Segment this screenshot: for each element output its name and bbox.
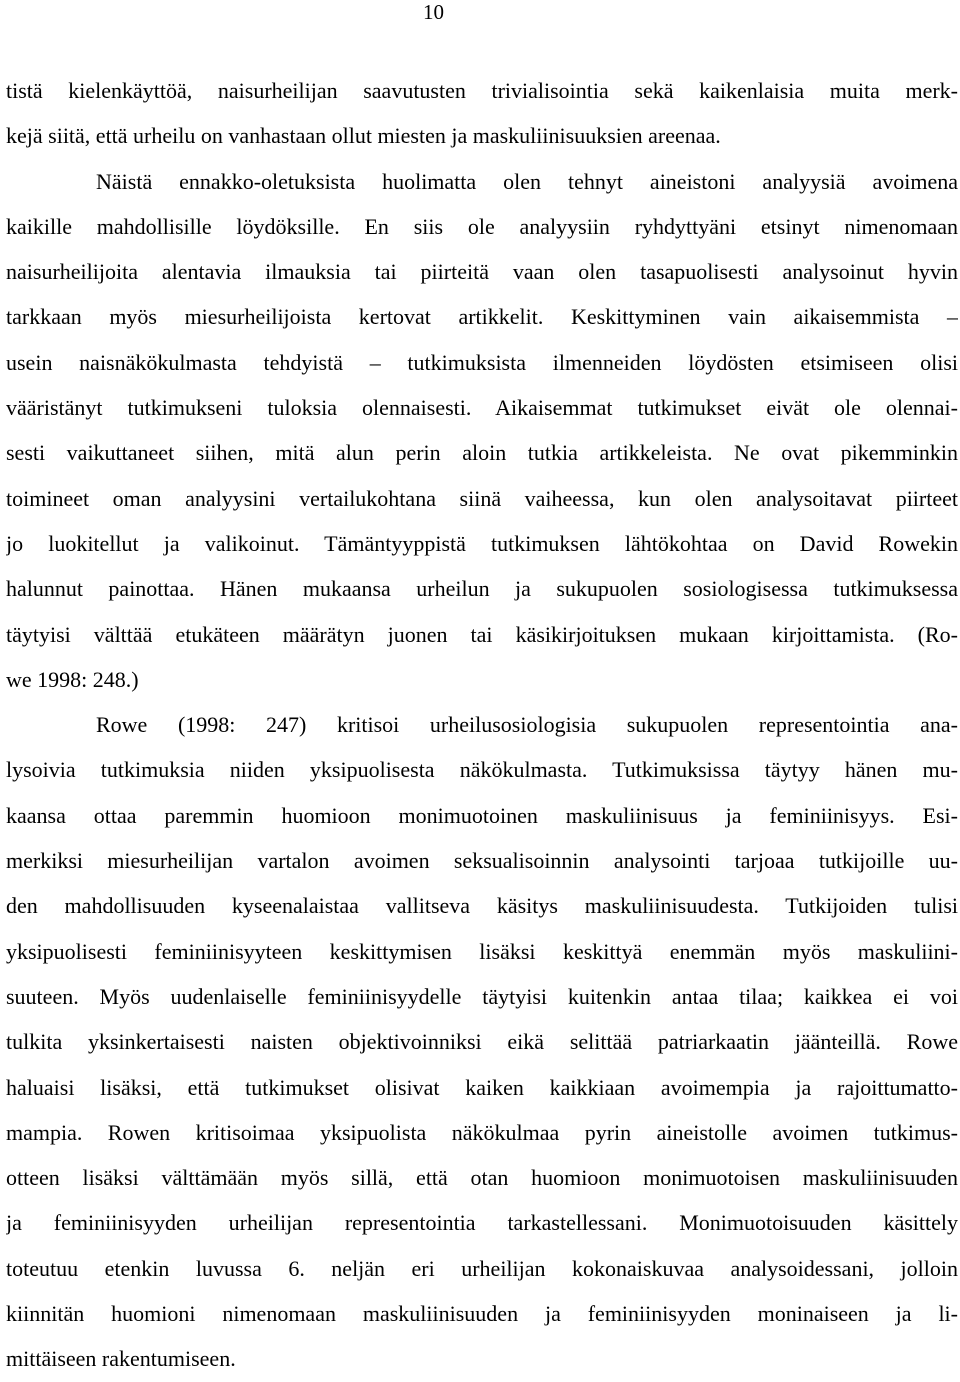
text-line: jo luokitellut ja valikoinut. Tämäntyyppistä tutkimuksen lähtökohtaa on David Rowekin [6, 530, 958, 556]
text-line: merkiksi miesurheilijan vartalon avoimen seksualisoinnin analysointi tarjoaa tutkijoille uu- [6, 848, 958, 874]
text-line: haluaisi lisäksi, että tutkimukset olisivat kaiken kaikkiaan avoimempia ja rajoittumatto- [6, 1074, 958, 1100]
text-line: tistä kielenkäyttöä, naisurheilijan saavutusten trivialisointia sekä kaikenlaisia muita merk- [6, 78, 958, 103]
text-line: ja feminiinisyyden urheilijan representointia tarkastellessani. Monimuotoisuuden käsittely [6, 1210, 958, 1236]
text-line: sesti vaikuttaneet siihen, mitä alun perin aloin tutkia artikkeleista. Ne ovat pikemminkin [6, 440, 958, 466]
text-line: kaansa ottaa paremmin huomioon monimuotoinen maskuliinisuus ja feminiinisyys. Esi- [6, 802, 958, 828]
text-line: we 1998: 248.) [6, 666, 139, 692]
text-line: toteutuu etenkin luvussa 6. neljän eri urheilijan kokonaiskuvaa analysoidessani, jolloin [6, 1255, 958, 1281]
text-line: lysoivia tutkimuksia niiden yksipuolisesta näkökulmasta. Tutkimuksissa täytyy hänen mu- [6, 757, 958, 783]
text-line: täytyisi välttää etukäteen määrätyn juonen tai käsikirjoituksen mukaan kirjoittamista. (Ro- [6, 621, 958, 647]
text-line: kiinnitän huomioni nimenomaan maskuliinisuuden ja feminiinisyyden moninaiseen ja li- [6, 1301, 958, 1327]
text-line: tulkita yksinkertaisesti naisten objektivoinniksi eikä selittää patriarkaatin jäänteillä. Rowe [6, 1029, 958, 1055]
page-number: 10 [423, 0, 444, 24]
text-line: otteen lisäksi välttämään myös sillä, että otan huomioon monimuotoisen maskuliinisuuden [6, 1165, 958, 1191]
text-line: kaikille mahdollisille löydöksille. En siis ole analyysiin ryhdyttyäni etsinyt nimenomaan [6, 213, 958, 239]
text-line: tarkkaan myös miesurheilijoista kertovat artikkelit. Keskittyminen vain aikaisemmista – [6, 304, 958, 330]
text-line: mittäiseen rakentumiseen. [6, 1346, 236, 1372]
body-text [6, 68, 958, 1382]
text-line: vääristänyt tutkimukseni tuloksia olennaisesti. Aikaisemmat tutkimukset eivät ole olennai- [6, 395, 958, 421]
text-line: usein naisnäkökulmasta tehdyistä – tutkimuksista ilmenneiden löydösten etsimiseen olisi [6, 349, 958, 375]
text-line: halunnut painottaa. Hänen mukaansa urheilun ja sukupuolen sosiologisessa tutkimuksessa [6, 576, 958, 602]
paragraph-first-line: Rowe (1998: 247) kritisoi urheilusosiologisia sukupuolen representointia ana- [96, 712, 958, 738]
text-line: toimineet oman analyysini vertailukohtana siinä vaiheessa, kun olen analysoitavat piirteet [6, 485, 958, 511]
text-line: naisurheilijoita alentavia ilmauksia tai piirteitä vaan olen tasapuolisesti analysoinut hyvin [6, 259, 958, 285]
text-line: suuteen. Myös uudenlaiselle feminiinisyydelle täytyisi kuitenkin antaa tilaa; kaikkea ei voi [6, 983, 958, 1009]
text-line: den mahdollisuuden kyseenalaistaa vallitseva käsitys maskuliinisuudesta. Tutkijoiden tulisi [6, 893, 958, 919]
paragraph-first-line: Näistä ennakko-oletuksista huolimatta olen tehnyt aineistoni analyysiä avoimena [96, 168, 958, 194]
text-line: kejä siitä, että urheilu on vanhastaan ollut miesten ja maskuliinisuuksien areenaa. [6, 123, 721, 149]
text-line: mampia. Rowen kritisoimaa yksipuolista näkökulmaa pyrin aineistolle avoimen tutkimus- [6, 1119, 958, 1145]
text-line: yksipuolisesti feminiinisyyteen keskittymisen lisäksi keskittyä enemmän myös maskuliini- [6, 938, 958, 964]
